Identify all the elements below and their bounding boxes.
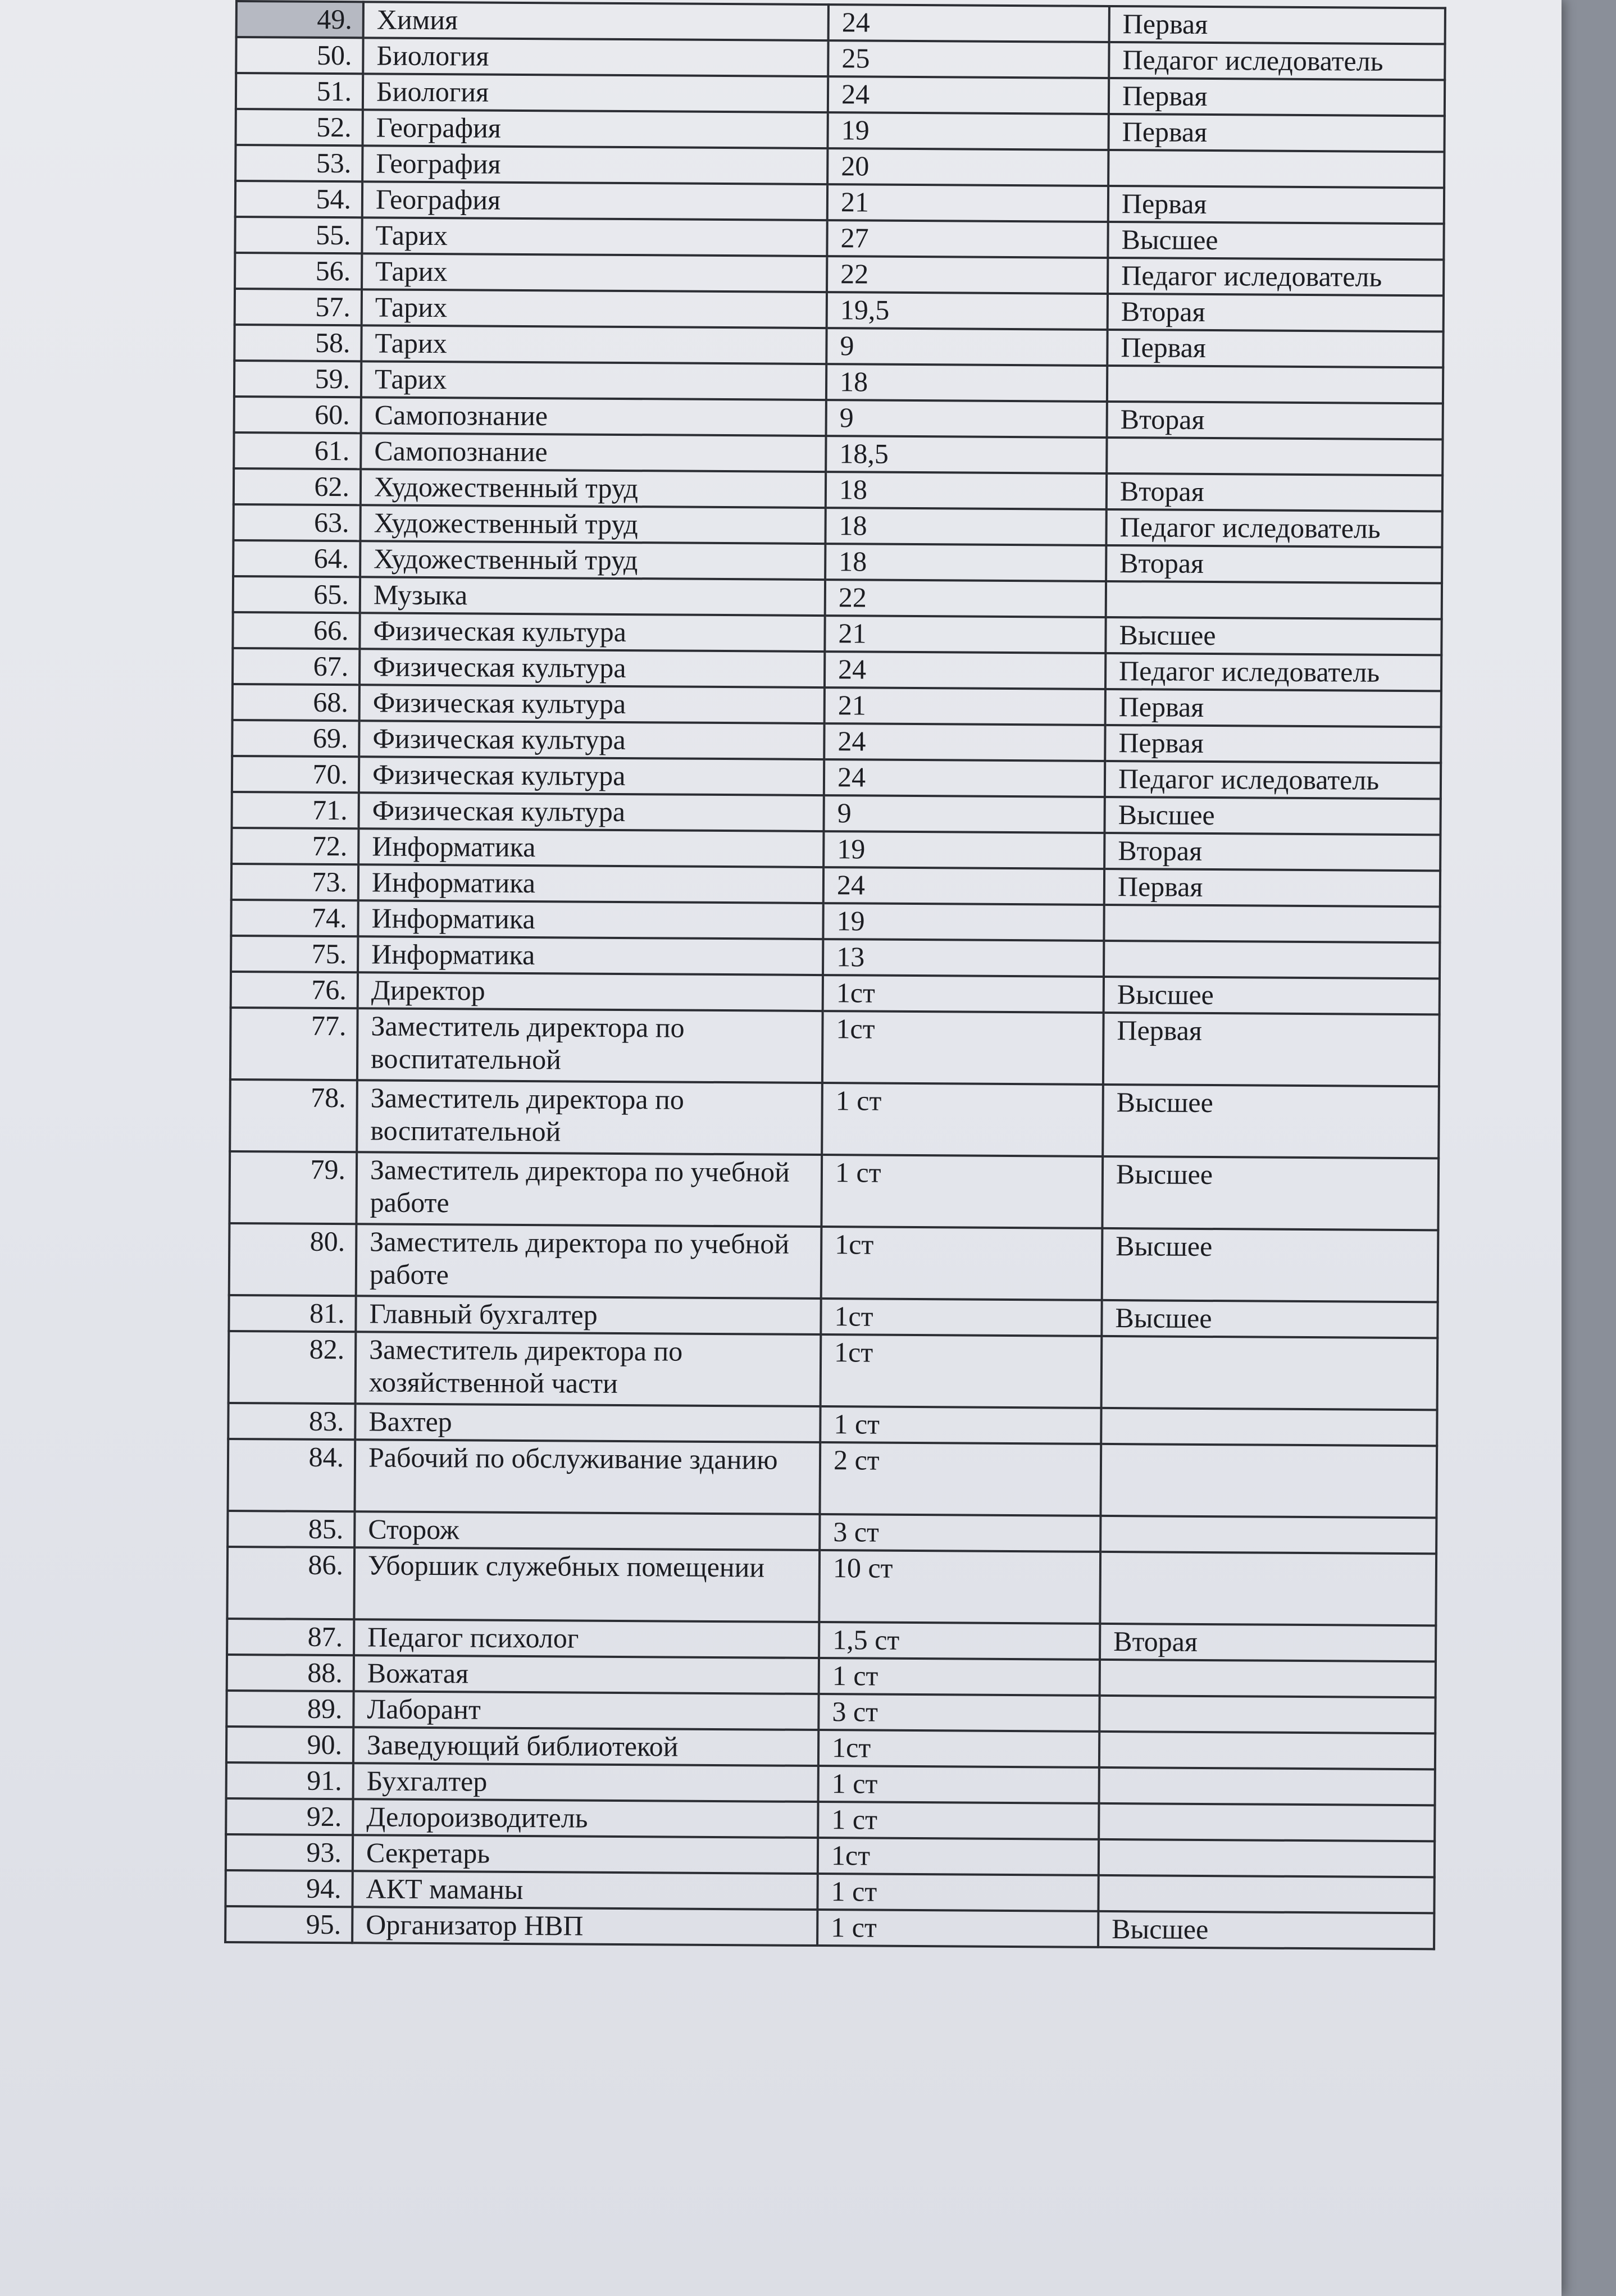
row-hours: 1ст — [821, 1334, 1102, 1408]
row-number: 81. — [229, 1295, 356, 1332]
row-subject: Биология — [363, 38, 828, 76]
row-subject: Физическая культура — [359, 757, 824, 795]
row-number: 91. — [226, 1762, 353, 1799]
row-hours: 24 — [824, 759, 1105, 797]
row-category — [1107, 438, 1442, 475]
row-subject: Физическая культура — [359, 792, 824, 831]
row-hours: 3 ст — [818, 1694, 1099, 1732]
row-subject: Заместитель директора по хозяйственной части — [356, 1332, 821, 1406]
row-number: 60. — [234, 397, 361, 433]
row-number: 67. — [233, 648, 359, 685]
table-row — [230, 1008, 1440, 1086]
row-hours: 24 — [825, 652, 1105, 689]
row-hours: 1ст — [821, 1227, 1103, 1300]
row-subject: Биология — [363, 74, 828, 112]
row-hours: 1ст — [823, 975, 1104, 1013]
row-category: Высшее — [1104, 797, 1440, 835]
row-hours: 19 — [823, 831, 1104, 869]
row-hours: 10 ст — [819, 1550, 1100, 1624]
row-subject: Физическая культура — [359, 721, 824, 759]
row-subject: Заместитель директора по воспитательной — [357, 1080, 822, 1155]
table-row — [229, 1151, 1439, 1230]
table-row — [229, 1223, 1439, 1302]
row-number: 71. — [232, 792, 359, 828]
row-category: Педагог иследователь — [1106, 509, 1442, 547]
row-category — [1098, 1875, 1434, 1913]
row-number: 76. — [231, 972, 358, 1008]
row-category — [1100, 1516, 1436, 1554]
row-number: 59. — [234, 361, 361, 397]
row-hours: 1 ст — [817, 1910, 1098, 1947]
row-subject: Информатика — [358, 864, 823, 903]
row-subject: Самопознание — [361, 397, 826, 436]
row-number: 56. — [235, 253, 362, 289]
row-number: 68. — [233, 684, 359, 721]
row-subject: Вахтер — [355, 1404, 820, 1442]
row-number: 51. — [236, 73, 363, 110]
row-number: 70. — [232, 756, 359, 792]
row-hours: 18,5 — [826, 436, 1107, 473]
row-category — [1107, 366, 1443, 403]
row-category — [1099, 1767, 1435, 1805]
row-category: Первая — [1109, 6, 1445, 44]
row-category — [1099, 1696, 1435, 1733]
row-number: 55. — [235, 217, 362, 253]
row-subject: Тарих — [362, 289, 827, 328]
row-subject: Бухгалтер — [353, 1763, 818, 1802]
row-subject: Заместитель директора по воспитательной — [357, 1008, 823, 1083]
row-number: 95. — [225, 1906, 352, 1943]
row-number: 72. — [231, 828, 358, 864]
row-subject: Делороизводитель — [353, 1799, 818, 1838]
row-category: Первая — [1105, 725, 1441, 763]
row-category: Педагог иследователь — [1108, 258, 1444, 295]
row-subject: Химия — [363, 2, 829, 40]
staff-table-body — [225, 1, 1445, 1949]
row-number: 83. — [228, 1403, 355, 1439]
row-number: 62. — [234, 468, 361, 505]
row-number: 57. — [235, 289, 362, 325]
row-number: 80. — [229, 1223, 357, 1296]
row-category: Вторая — [1108, 294, 1444, 331]
row-hours: 25 — [828, 40, 1109, 78]
row-category: Педагог иследователь — [1109, 42, 1445, 80]
row-number: 64. — [233, 540, 360, 577]
row-hours: 1 ст — [822, 1083, 1103, 1156]
row-category: Вторая — [1107, 473, 1442, 511]
table-row — [228, 1439, 1437, 1518]
row-subject: Сторож — [354, 1511, 820, 1550]
row-hours: 18 — [826, 472, 1107, 509]
row-category: Вторая — [1106, 545, 1442, 583]
row-category — [1101, 1336, 1438, 1410]
row-number: 93. — [226, 1834, 353, 1871]
row-subject: Педагог психолог — [354, 1619, 819, 1658]
row-number: 74. — [231, 900, 358, 936]
row-hours: 9 — [826, 328, 1107, 366]
row-number: 65. — [233, 576, 360, 613]
row-category: Вторая — [1104, 833, 1440, 871]
row-category: Педагог иследователь — [1105, 653, 1441, 691]
row-category — [1108, 150, 1444, 188]
row-category: Вторая — [1107, 402, 1443, 439]
row-hours: 22 — [825, 580, 1106, 617]
row-category — [1104, 941, 1440, 978]
row-hours: 24 — [828, 76, 1109, 114]
row-number: 52. — [236, 109, 363, 145]
row-number: 73. — [231, 864, 358, 900]
row-number: 75. — [231, 936, 358, 972]
row-subject: Тарих — [361, 325, 826, 364]
row-number: 77. — [230, 1008, 358, 1080]
row-subject: География — [363, 110, 828, 148]
row-hours: 19,5 — [827, 292, 1108, 330]
row-hours: 9 — [826, 400, 1107, 438]
row-number: 85. — [227, 1511, 354, 1547]
row-hours: 13 — [823, 939, 1104, 977]
row-subject: Художественный труд — [361, 469, 826, 508]
row-hours: 9 — [823, 795, 1104, 833]
row-hours: 2 ст — [820, 1442, 1101, 1516]
row-subject: Лаборант — [353, 1691, 818, 1730]
row-subject: Информатика — [358, 828, 823, 867]
row-category: Высшее — [1108, 222, 1444, 259]
row-category: Первая — [1105, 689, 1441, 727]
row-hours: 1ст — [818, 1730, 1099, 1767]
row-subject: Физическая культура — [359, 649, 825, 687]
row-hours: 1 ст — [819, 1658, 1100, 1696]
row-subject: Секретарь — [353, 1835, 818, 1874]
row-number: 84. — [228, 1439, 356, 1511]
row-subject: Уборшик служебных помещении — [354, 1547, 820, 1622]
row-hours: 1 ст — [818, 1802, 1099, 1839]
row-subject: Организатор НВП — [352, 1907, 817, 1946]
row-category — [1100, 1444, 1437, 1518]
row-number: 94. — [225, 1870, 352, 1907]
row-hours: 24 — [823, 867, 1104, 905]
row-category — [1100, 1552, 1436, 1625]
row-hours: 18 — [825, 544, 1106, 581]
row-subject: Заведующий библиотекой — [353, 1727, 818, 1766]
row-hours: 22 — [827, 256, 1108, 294]
row-hours: 1ст — [821, 1299, 1101, 1336]
row-number: 61. — [234, 432, 361, 469]
row-hours: 1,5 ст — [819, 1622, 1100, 1660]
row-hours: 1 ст — [817, 1874, 1098, 1911]
row-hours: 21 — [825, 687, 1105, 725]
table-row — [225, 1906, 1434, 1949]
row-hours: 19 — [823, 903, 1104, 941]
row-hours: 18 — [825, 508, 1106, 545]
row-number: 54. — [235, 181, 362, 217]
row-category — [1101, 1408, 1437, 1446]
row-number: 92. — [226, 1798, 353, 1835]
row-hours: 21 — [825, 616, 1105, 653]
row-hours: 24 — [829, 4, 1109, 42]
row-subject: Главный бухгалтер — [356, 1296, 821, 1334]
row-subject: Самопознание — [361, 433, 826, 472]
row-subject: Директор — [358, 972, 823, 1011]
row-hours: 27 — [827, 220, 1108, 258]
row-number: 88. — [227, 1655, 354, 1691]
row-hours: 24 — [824, 723, 1105, 761]
row-subject: Художественный труд — [360, 541, 825, 580]
row-category: Первая — [1107, 330, 1443, 367]
row-category: Первая — [1103, 1013, 1440, 1086]
row-category: Вторая — [1100, 1624, 1436, 1661]
row-category: Высшее — [1102, 1228, 1439, 1302]
row-subject: Информатика — [358, 900, 823, 939]
row-hours: 1 ст — [820, 1406, 1101, 1444]
row-subject: Физическая культура — [359, 685, 825, 723]
row-category: Педагог иследователь — [1105, 761, 1441, 799]
row-category: Высшее — [1103, 1085, 1439, 1158]
row-subject: Заместитель директора по учебной работе — [356, 1224, 822, 1299]
row-subject: АКТ маманы — [352, 1871, 817, 1910]
row-number: 87. — [227, 1619, 354, 1655]
row-number: 69. — [232, 720, 359, 757]
table-row — [230, 1079, 1439, 1158]
row-number: 49. — [236, 1, 363, 38]
row-hours: 18 — [826, 364, 1107, 402]
row-category: Первая — [1109, 78, 1445, 116]
row-category: Высшее — [1104, 977, 1440, 1014]
row-number: 86. — [227, 1547, 354, 1619]
row-subject: Художественный труд — [360, 505, 825, 544]
row-category — [1099, 1839, 1435, 1877]
row-hours: 20 — [827, 148, 1108, 186]
row-category — [1099, 1732, 1435, 1769]
row-number: 53. — [235, 145, 362, 181]
row-hours: 19 — [827, 112, 1108, 150]
row-number: 50. — [236, 37, 363, 74]
row-hours: 1ст — [822, 1011, 1104, 1085]
row-number: 66. — [233, 612, 359, 649]
row-number: 78. — [230, 1079, 357, 1152]
row-category — [1104, 905, 1440, 942]
row-number: 58. — [234, 325, 361, 361]
row-hours: 21 — [827, 184, 1108, 222]
row-subject: Заместитель директора по учебной работе — [356, 1152, 822, 1227]
row-category: Первая — [1108, 114, 1444, 152]
row-number: 89. — [226, 1691, 353, 1727]
row-hours: 1 ст — [821, 1155, 1103, 1228]
row-number: 79. — [229, 1151, 357, 1224]
row-category: Высшее — [1105, 617, 1441, 655]
table-row — [229, 1331, 1438, 1410]
row-subject: Вожатая — [354, 1655, 819, 1694]
row-category: Первая — [1104, 869, 1440, 906]
row-number: 90. — [226, 1726, 353, 1763]
staff-table — [224, 0, 1446, 1950]
row-number: 63. — [233, 504, 360, 541]
row-subject: Тарих — [361, 361, 826, 400]
row-category: Высшее — [1101, 1300, 1437, 1338]
row-hours: 1ст — [818, 1838, 1099, 1875]
row-category: Высшее — [1102, 1156, 1439, 1230]
row-subject: Рабочий по обслуживание зданию — [355, 1439, 821, 1514]
row-category — [1099, 1803, 1435, 1841]
row-number: 82. — [229, 1331, 356, 1404]
row-category: Первая — [1108, 186, 1444, 224]
row-subject: Физическая культура — [359, 613, 825, 652]
row-subject: Информатика — [358, 936, 823, 975]
row-hours: 1 ст — [818, 1766, 1099, 1803]
row-hours: 3 ст — [820, 1514, 1100, 1552]
row-subject: География — [362, 181, 827, 220]
row-category: Высшее — [1098, 1911, 1434, 1949]
row-subject: Тарих — [362, 253, 827, 292]
row-category — [1106, 581, 1442, 619]
row-subject: Музыка — [360, 577, 825, 616]
row-category — [1100, 1660, 1436, 1697]
row-subject: География — [362, 145, 827, 184]
row-subject: Тарих — [362, 217, 827, 256]
table-row — [227, 1547, 1436, 1625]
